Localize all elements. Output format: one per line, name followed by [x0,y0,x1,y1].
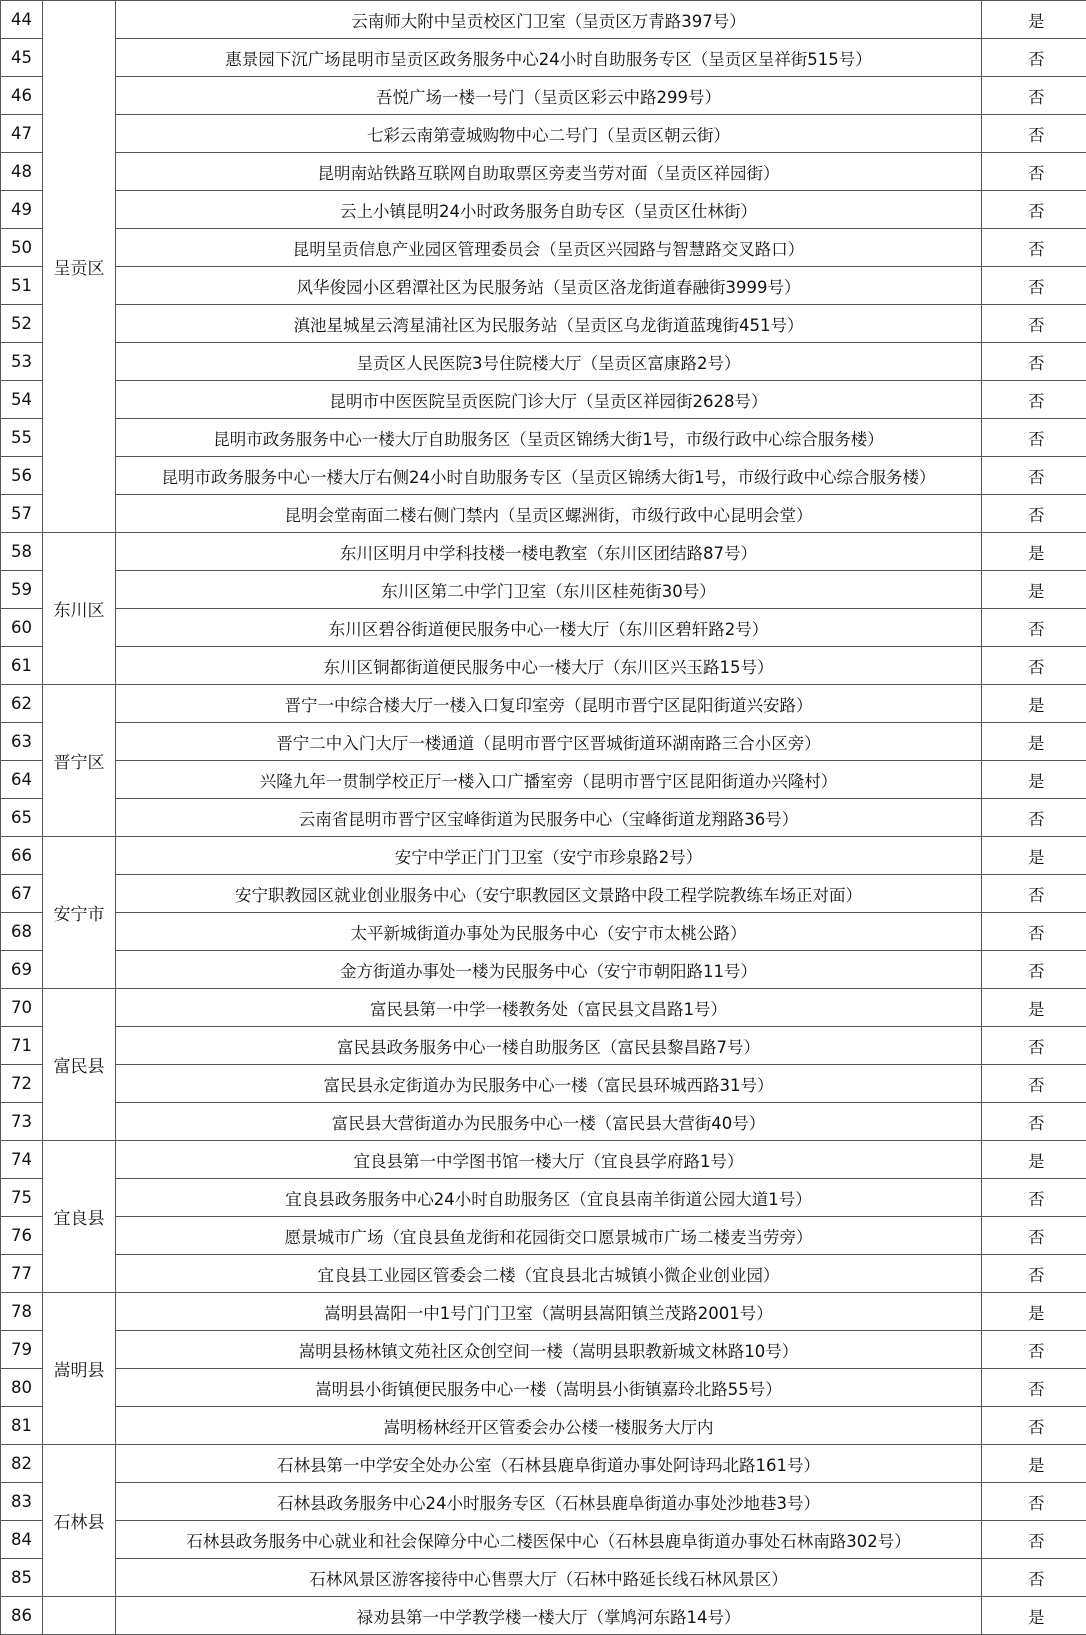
row-number: 86 [1,1597,43,1635]
row-number: 74 [1,1141,43,1179]
table-row [1,381,1086,419]
flag-cell: 否 [982,1217,1086,1255]
row-number: 85 [1,1559,43,1597]
row-number: 51 [1,267,43,305]
row-number: 65 [1,799,43,837]
row-number: 45 [1,39,43,77]
location-cell: 愿景城市广场（宜良县鱼龙街和花园街交口愿景城市广场二楼麦当劳旁） [116,1217,982,1255]
table-row [1,39,1086,77]
table-row [1,685,1086,723]
row-number: 71 [1,1027,43,1065]
district-cell: 安宁市 [43,837,116,989]
location-cell: 安宁职教园区就业创业服务中心（安宁职教园区文景路中段工程学院教练车场正对面） [116,875,982,913]
table-row [1,989,1086,1027]
row-number: 73 [1,1103,43,1141]
table-row [1,77,1086,115]
flag-cell: 是 [982,533,1086,571]
location-cell: 禄劝县第一中学教学楼一楼大厅（掌鸠河东路14号） [116,1597,982,1635]
row-number: 64 [1,761,43,799]
district-cell: 呈贡区 [43,1,116,533]
flag-cell: 否 [982,1331,1086,1369]
flag-cell: 否 [982,609,1086,647]
location-cell: 富民县政务服务中心一楼自助服务区（富民县黎昌路7号） [116,1027,982,1065]
flag-cell: 否 [982,1065,1086,1103]
flag-cell: 否 [982,1369,1086,1407]
location-cell: 嵩明县嵩阳一中1号门门卫室（嵩明县嵩阳镇兰茂路2001号） [116,1293,982,1331]
row-number: 77 [1,1255,43,1293]
flag-cell: 是 [982,1445,1086,1483]
flag-cell: 否 [982,647,1086,685]
row-number: 67 [1,875,43,913]
district-cell: 东川区 [43,533,116,685]
flag-cell: 否 [982,457,1086,495]
row-number: 53 [1,343,43,381]
flag-cell: 是 [982,685,1086,723]
row-number: 69 [1,951,43,989]
row-number: 47 [1,115,43,153]
table-row [1,1179,1086,1217]
row-number: 79 [1,1331,43,1369]
table-row [1,1141,1086,1179]
location-cell: 东川区第二中学门卫室（东川区桂苑街30号） [116,571,982,609]
flag-cell: 否 [982,1179,1086,1217]
table-row [1,1,1086,39]
table-row [1,115,1086,153]
row-number: 63 [1,723,43,761]
location-cell: 晋宁一中综合楼大厅一楼入口复印室旁（昆明市晋宁区昆阳街道兴安路） [116,685,982,723]
location-cell: 安宁中学正门门卫室（安宁市珍泉路2号） [116,837,982,875]
row-number: 44 [1,1,43,39]
location-cell: 东川区明月中学科技楼一楼电教室（东川区团结路87号） [116,533,982,571]
table-row [1,343,1086,381]
row-number: 84 [1,1521,43,1559]
flag-cell: 否 [982,229,1086,267]
row-number: 57 [1,495,43,533]
district-cell: 富民县 [43,989,116,1141]
table-row [1,647,1086,685]
flag-cell: 否 [982,799,1086,837]
table-row [1,875,1086,913]
flag-cell: 否 [982,1103,1086,1141]
table-row [1,191,1086,229]
district-cell: 嵩明县 [43,1293,116,1445]
location-cell: 东川区铜都街道便民服务中心一楼大厅（东川区兴玉路15号） [116,647,982,685]
table-row [1,229,1086,267]
row-number: 46 [1,77,43,115]
flag-cell: 否 [982,77,1086,115]
flag-cell: 否 [982,1521,1086,1559]
row-number: 81 [1,1407,43,1445]
location-cell: 宜良县工业园区管委会二楼（宜良县北古城镇小微企业创业园） [116,1255,982,1293]
flag-cell: 否 [982,39,1086,77]
flag-cell: 否 [982,343,1086,381]
flag-cell: 否 [982,1483,1086,1521]
location-cell: 云上小镇昆明24小时政务服务自助专区（呈贡区仕林街） [116,191,982,229]
table-row [1,913,1086,951]
flag-cell: 是 [982,1,1086,39]
location-cell: 嵩明县杨林镇文苑社区众创空间一楼（嵩明县职教新城文林路10号） [116,1331,982,1369]
location-cell: 富民县大营街道办为民服务中心一楼（富民县大营街40号） [116,1103,982,1141]
flag-cell: 否 [982,875,1086,913]
table-row [1,1369,1086,1407]
flag-cell: 否 [982,381,1086,419]
location-cell: 七彩云南第壹城购物中心二号门（呈贡区朝云街） [116,115,982,153]
row-number: 82 [1,1445,43,1483]
location-cell: 嵩明杨林经开区管委会办公楼一楼服务大厅内 [116,1407,982,1445]
flag-cell: 否 [982,191,1086,229]
district-cell [43,1597,116,1635]
table-row [1,761,1086,799]
table-row [1,571,1086,609]
row-number: 66 [1,837,43,875]
table-row [1,305,1086,343]
flag-cell: 否 [982,267,1086,305]
location-cell: 昆明会堂南面二楼右侧门禁内（呈贡区螺洲街，市级行政中心昆明会堂） [116,495,982,533]
flag-cell: 否 [982,1407,1086,1445]
location-cell: 石林县政务服务中心24小时服务专区（石林县鹿阜街道办事处沙地巷3号） [116,1483,982,1521]
table-row [1,1103,1086,1141]
row-number: 72 [1,1065,43,1103]
location-cell: 晋宁二中入门大厅一楼通道（昆明市晋宁区晋城街道环湖南路三合小区旁） [116,723,982,761]
district-cell: 晋宁区 [43,685,116,837]
location-cell: 富民县永定街道办为民服务中心一楼（富民县环城西路31号） [116,1065,982,1103]
row-number: 56 [1,457,43,495]
flag-cell: 否 [982,1027,1086,1065]
row-number: 62 [1,685,43,723]
table-row [1,1407,1086,1445]
table-row [1,1255,1086,1293]
table-row [1,723,1086,761]
row-number: 50 [1,229,43,267]
location-cell: 宜良县第一中学图书馆一楼大厅（宜良县学府路1号） [116,1141,982,1179]
location-cell: 石林风景区游客接待中心售票大厅（石林中路延长线石林风景区） [116,1559,982,1597]
location-cell: 嵩明县小街镇便民服务中心一楼（嵩明县小街镇嘉玲北路55号） [116,1369,982,1407]
district-cell: 石林县 [43,1445,116,1597]
location-cell: 滇池星城星云湾星浦社区为民服务站（呈贡区乌龙街道蓝瑰街451号） [116,305,982,343]
table-row [1,1597,1086,1635]
row-number: 68 [1,913,43,951]
location-cell: 宜良县政务服务中心24小时自助服务区（宜良县南羊街道公园大道1号） [116,1179,982,1217]
location-cell: 昆明市政务服务中心一楼大厅右侧24小时自助服务专区（呈贡区锦绣大街1号，市级行政中心综合服务楼） [116,457,982,495]
flag-cell: 否 [982,1559,1086,1597]
district-cell: 宜良县 [43,1141,116,1293]
location-cell: 呈贡区人民医院3号住院楼大厅（呈贡区富康路2号） [116,343,982,381]
location-cell: 富民县第一中学一楼教务处（富民县文昌路1号） [116,989,982,1027]
location-cell: 石林县第一中学安全处办公室（石林县鹿阜街道办事处阿诗玛北路161号） [116,1445,982,1483]
location-cell: 昆明呈贡信息产业园区管理委员会（呈贡区兴园路与智慧路交叉路口） [116,229,982,267]
location-cell: 昆明市政务服务中心一楼大厅自助服务区（呈贡区锦绣大街1号，市级行政中心综合服务楼） [116,419,982,457]
table-body [1,1,1086,1635]
table-row [1,1483,1086,1521]
row-number: 61 [1,647,43,685]
row-number: 54 [1,381,43,419]
table-row [1,951,1086,989]
table-row [1,419,1086,457]
table-row [1,799,1086,837]
flag-cell: 是 [982,1597,1086,1635]
table-row [1,1217,1086,1255]
location-cell: 吾悦广场一楼一号门（呈贡区彩云中路299号） [116,77,982,115]
flag-cell: 是 [982,571,1086,609]
table-row [1,457,1086,495]
location-cell: 云南省昆明市晋宁区宝峰街道为民服务中心（宝峰街道龙翔路36号） [116,799,982,837]
location-cell: 石林县政务服务中心就业和社会保障分中心二楼医保中心（石林县鹿阜街道办事处石林南路302号） [116,1521,982,1559]
row-number: 55 [1,419,43,457]
location-cell: 惠景园下沉广场昆明市呈贡区政务服务中心24小时自助服务专区（呈贡区呈祥街515号） [116,39,982,77]
flag-cell: 是 [982,837,1086,875]
table-row [1,495,1086,533]
flag-cell: 否 [982,419,1086,457]
flag-cell: 是 [982,723,1086,761]
table-row [1,1027,1086,1065]
row-number: 83 [1,1483,43,1521]
row-number: 49 [1,191,43,229]
flag-cell: 是 [982,989,1086,1027]
table-row [1,837,1086,875]
row-number: 58 [1,533,43,571]
table-row [1,1065,1086,1103]
row-number: 48 [1,153,43,191]
flag-cell: 是 [982,761,1086,799]
flag-cell: 否 [982,913,1086,951]
table-row [1,533,1086,571]
table-row [1,609,1086,647]
flag-cell: 否 [982,115,1086,153]
table-row [1,1331,1086,1369]
table-row [1,267,1086,305]
location-cell: 风华俊园小区碧潭社区为民服务站（呈贡区洛龙街道春融街3999号） [116,267,982,305]
table-row [1,1445,1086,1483]
row-number: 52 [1,305,43,343]
table-row [1,1293,1086,1331]
location-cell: 东川区碧谷街道便民服务中心一楼大厅（东川区碧轩路2号） [116,609,982,647]
flag-cell: 是 [982,1293,1086,1331]
location-cell: 兴隆九年一贯制学校正厅一楼入口广播室旁（昆明市晋宁区昆阳街道办兴隆村） [116,761,982,799]
location-cell: 太平新城街道办事处为民服务中心（安宁市太桃公路） [116,913,982,951]
row-number: 70 [1,989,43,1027]
row-number: 59 [1,571,43,609]
location-cell: 云南师大附中呈贡校区门卫室（呈贡区万青路397号） [116,1,982,39]
row-number: 76 [1,1217,43,1255]
table-row [1,1521,1086,1559]
flag-cell: 否 [982,1255,1086,1293]
flag-cell: 是 [982,1141,1086,1179]
flag-cell: 否 [982,495,1086,533]
location-cell: 昆明市中医医院呈贡医院门诊大厅（呈贡区祥园街2628号） [116,381,982,419]
location-cell: 昆明南站铁路互联网自助取票区旁麦当劳对面（呈贡区祥园街） [116,153,982,191]
table-row [1,1559,1086,1597]
row-number: 60 [1,609,43,647]
table-row [1,153,1086,191]
flag-cell: 否 [982,153,1086,191]
row-number: 80 [1,1369,43,1407]
row-number: 78 [1,1293,43,1331]
flag-cell: 否 [982,305,1086,343]
flag-cell: 否 [982,951,1086,989]
row-number: 75 [1,1179,43,1217]
location-cell: 金方街道办事处一楼为民服务中心（安宁市朝阳路11号） [116,951,982,989]
